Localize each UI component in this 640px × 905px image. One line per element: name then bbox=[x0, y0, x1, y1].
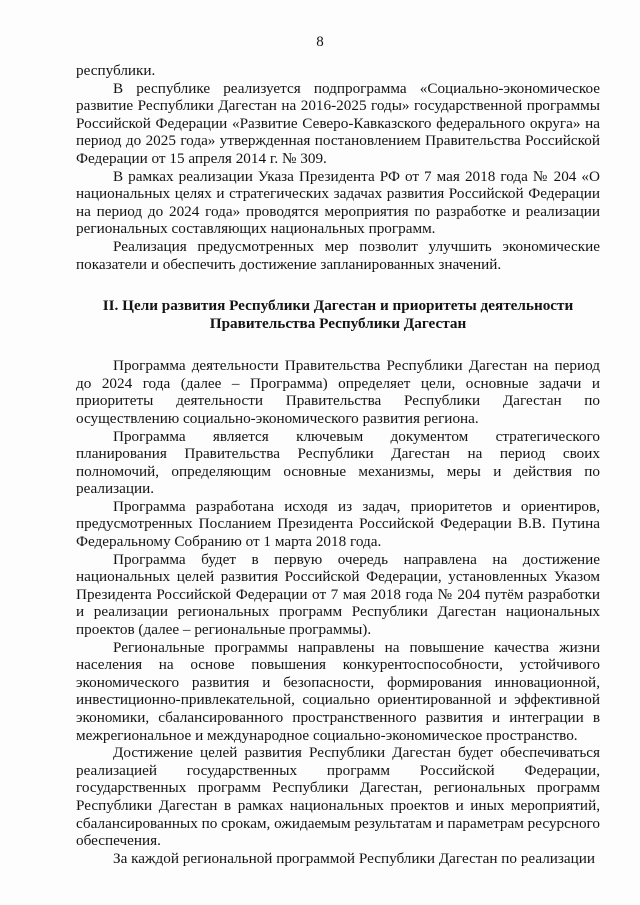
paragraph-decree: В рамках реализации Указа Президента РФ от 7 мая 2018 года № 204 «О национальных целях и стратегических задачах развития Российской Федерации на период до 2024 года» проводятся мероприятия по разработке и реализации региональных составляющих национальных программ. bbox=[76, 167, 600, 238]
paragraph-key-document: Программа является ключевым документом стратегического планирования Правительства Республики Дагестан на период своих полномочий, определяющим основные механизмы, меры и действия по реализации. bbox=[76, 427, 600, 498]
paragraph-implementation: Реализация предусмотренных мер позволит улучшить экономические показатели и обеспечить достижение запланированных значений. bbox=[76, 237, 600, 273]
paragraph-program-basis: Программа разработана исходя из задач, приоритетов и ориентиров, предусмотренных Посланием Президента Российской Федерации В.В. Путина Федеральному Собранию от 1 марта 2018 года. bbox=[76, 497, 600, 551]
section-heading-line-1: II. Цели развития Республики Дагестан и приоритеты деятельности bbox=[102, 297, 574, 315]
page-number: 8 bbox=[316, 34, 324, 50]
paragraph-subprogram: В республике реализуется подпрограмма «Социально-экономическое развитие Республики Дагестан на 2016-2025 годы» государственной программы Российской Федерации «Развитие Северо-Кавказского федерального округа» на период до 2025 года» утвержденная постановлением Правительства Российской Федерации от 15 апреля 2014 г. № 309. bbox=[76, 79, 600, 167]
section-heading bbox=[76, 297, 600, 333]
paragraph-regional-programs: Региональные программы направлены на повышение качества жизни населения на основе повышения конкурентоспособности, устойчивого экономического развития и безопасности, формирования инновационной, инвестиционно-привлекательной, социально ориентированной и эффективной экономики, сбалансированного пространственного развития и интеграции в межрегиональное и международное социально-экономическое пространство. bbox=[76, 638, 600, 744]
paragraph-national-goals: Программа будет в первую очередь направлена на достижение национальных целей развития Российской Федерации, установленных Указом Президента Российской Федерации от 7 мая 2018 года № 204 путём разработки и реализации региональных программ Республики Дагестан национальных проектов (далее – региональные программы). bbox=[76, 550, 600, 639]
paragraph-achievement: Достижение целей развития Республики Дагестан будет обеспечиваться реализацией государственных программ Российской Федерации, государственных программ Республики Дагестан, региональных программ Республики Дагестан в рамках национальных проектов и иных мероприятий, сбалансированных по срокам, ожидаемым результатам и параметрам ресурсного обеспечения. bbox=[76, 744, 600, 850]
section-heading-line-2: Правительства Республики Дагестан bbox=[209, 315, 467, 333]
paragraph-program-definition: Программа деятельности Правительства Республики Дагестан на период до 2024 года (далее – Программа) определяет цели, основные задачи и приоритеты деятельности Правительства Республики Дагестан по осуществлению социально-экономического развития региона. bbox=[76, 357, 600, 427]
paragraph-final: За каждой региональной программой Республики Дагестан по реализации bbox=[113, 849, 596, 867]
paragraph-continuation: республики. bbox=[76, 62, 156, 79]
document-body bbox=[76, 62, 600, 867]
